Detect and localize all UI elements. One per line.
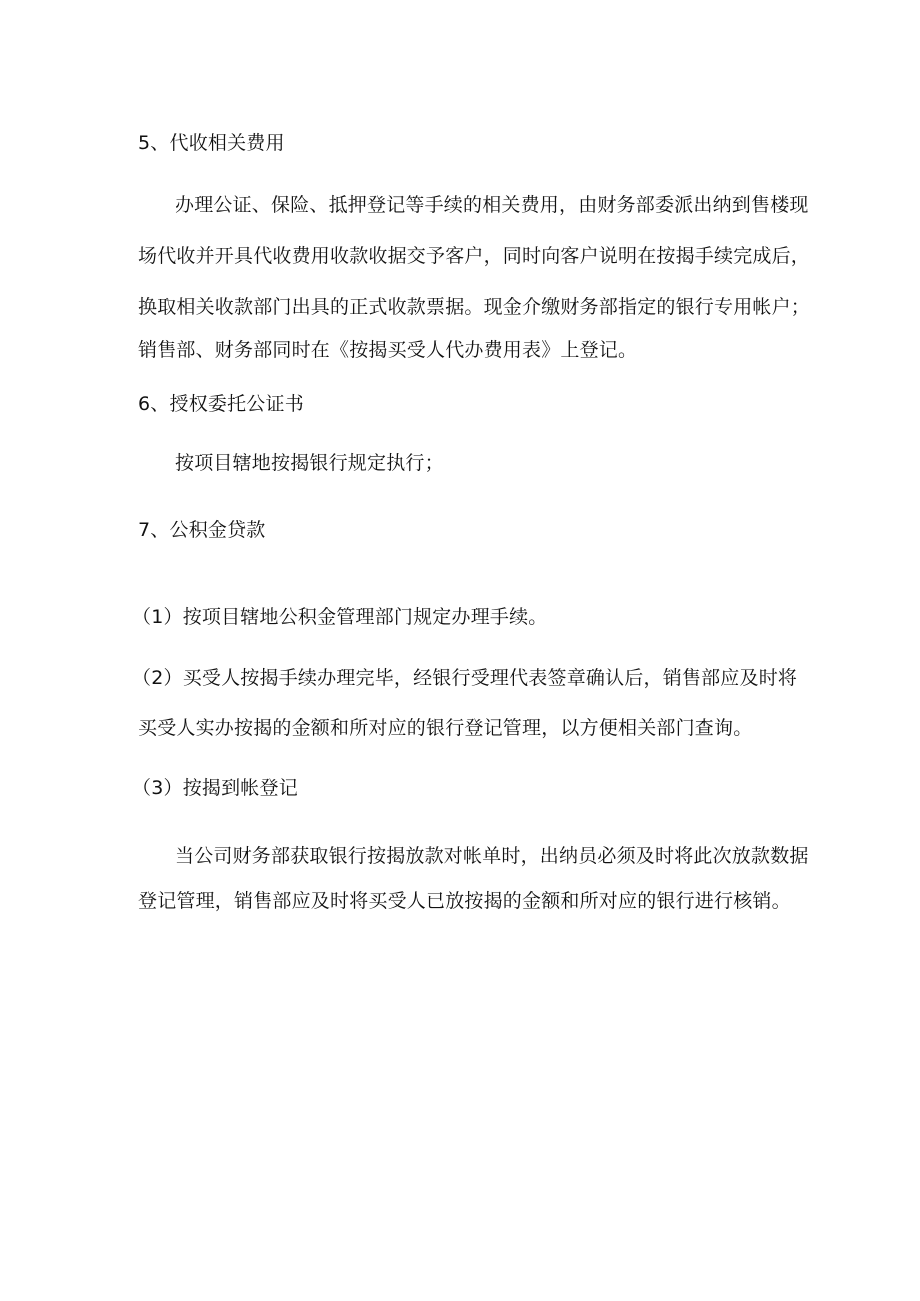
section-heading-7: 7、公积金贷款 [138, 519, 266, 541]
section-heading-6: 6、授权委托公证书 [138, 393, 304, 415]
list-item: （3）按揭到帐登记 [132, 777, 298, 799]
paragraph-line: 换取相关收款部门出具的正式收款票据。现金介缴财务部指定的银行专用帐户； [138, 296, 811, 318]
paragraph-line: 办理公证、保险、抵押登记等手续的相关费用，由财务部委派出纳到售楼现 [175, 194, 809, 216]
paragraph-line: 场代收并开具代收费用收款收据交予客户，同时向客户说明在按揭手续完成后， [138, 245, 811, 267]
paragraph-line: 按项目辖地按揭银行规定执行； [175, 452, 444, 474]
list-item: （2）买受人按揭手续办理完毕，经银行受理代表签章确认后，销售部应及时将 [132, 667, 798, 689]
list-item: （1）按项目辖地公积金管理部门规定办理手续。 [132, 606, 548, 628]
list-item-continuation: 买受人实办按揭的金额和所对应的银行登记管理，以方便相关部门查询。 [138, 717, 753, 739]
paragraph-line: 当公司财务部获取银行按揭放款对帐单时，出纳员必须及时将此次放款数据 [175, 845, 809, 867]
paragraph-line: 销售部、财务部同时在《按揭买受人代办费用表》上登记。 [138, 339, 638, 361]
paragraph-line: 登记管理，销售部应及时将买受人已放按揭的金额和所对应的银行进行核销。 [138, 890, 791, 912]
section-heading-5: 5、代收相关费用 [138, 132, 285, 154]
